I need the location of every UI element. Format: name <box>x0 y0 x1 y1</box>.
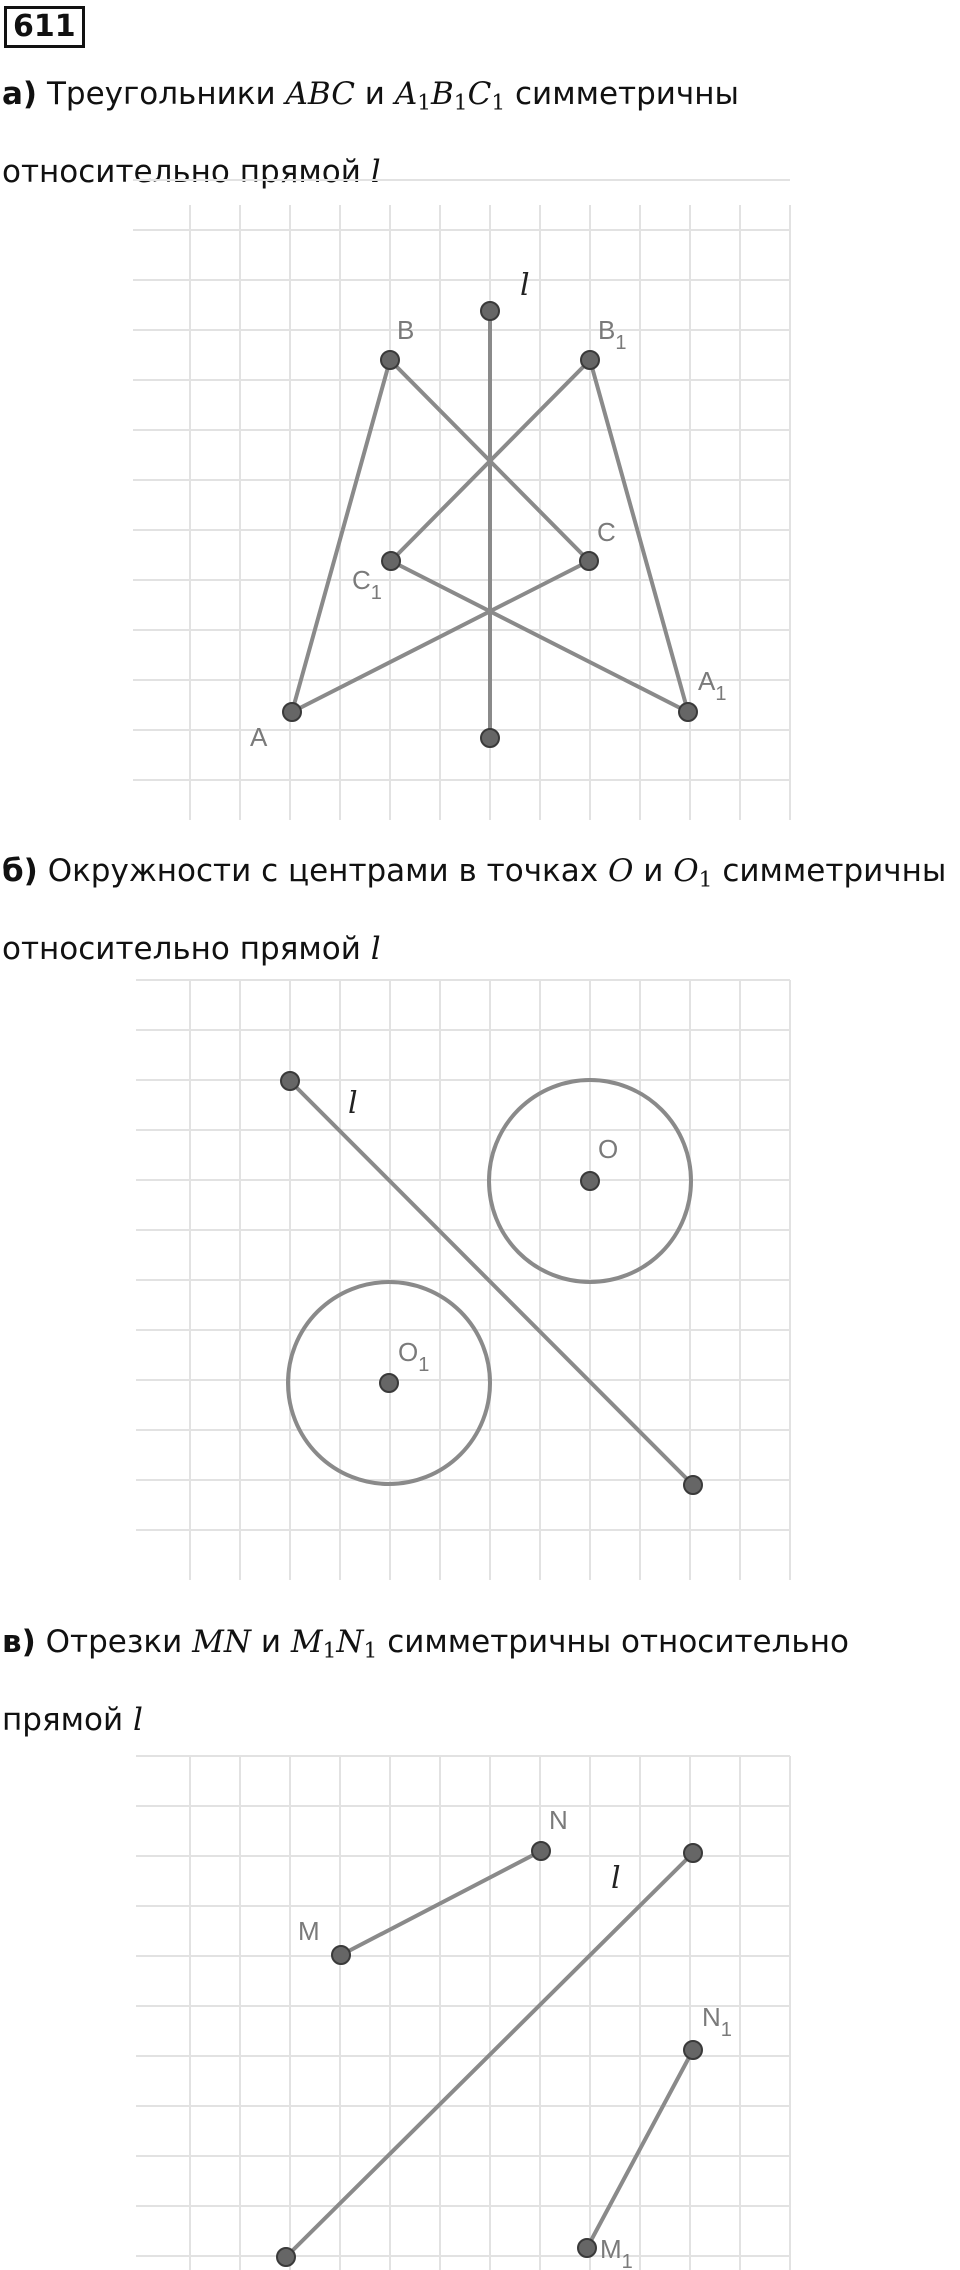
point-l-top <box>481 302 499 320</box>
triangle-abc: ABC <box>285 76 355 112</box>
label-a: A <box>250 722 268 752</box>
part-a-label: а) <box>2 76 38 112</box>
part-a-text-1: Треугольники <box>46 76 276 112</box>
point-a <box>283 703 301 721</box>
point-m <box>332 1946 350 1964</box>
part-c-and: и <box>260 1624 281 1660</box>
point-l-b-start <box>281 1072 299 1090</box>
label-c1: $C_1$ <box>352 565 382 604</box>
label-m: M <box>298 1916 320 1946</box>
part-c-label: в) <box>2 1624 36 1660</box>
label-line-l-c: l <box>611 1861 621 1896</box>
figure-a-grid <box>133 180 790 820</box>
figure-c <box>0 1740 960 2270</box>
part-b-line-name: l <box>370 931 381 967</box>
figure-b <box>0 950 960 1600</box>
figure-c-grid <box>136 1756 790 2270</box>
label-line-l-a: l <box>520 268 530 303</box>
label-n1: $N_1$ <box>702 2002 732 2041</box>
label-a1: $A_1$ <box>698 666 727 705</box>
point-l-c-top <box>684 1844 702 1862</box>
point-n1 <box>684 2041 702 2059</box>
point-b <box>381 351 399 369</box>
label-line-l-b: l <box>348 1086 358 1121</box>
part-b-text-2: симметричны относительно прямой <box>2 853 947 967</box>
part-a-and: и <box>364 76 385 112</box>
part-b-label: б) <box>2 853 38 889</box>
line-l-b <box>290 1081 693 1485</box>
point-o1 <box>380 1374 398 1392</box>
segment-m1n1-name: $M_1N_1$ <box>290 1624 378 1664</box>
label-b1: $B_1$ <box>598 315 627 354</box>
triangle-a1b1c1: $A_1B_1C_1$ <box>394 76 506 116</box>
segment-mn-name: MN <box>192 1624 251 1660</box>
point-l-c-bottom <box>277 2248 295 2266</box>
figure-a <box>0 0 960 830</box>
part-b-text-1: Окружности с центрами в точках <box>47 853 599 889</box>
problem-number: 611 <box>4 6 85 48</box>
part-b-and: и <box>643 853 664 889</box>
part-c-text-2: симметричны относительно прямой <box>2 1624 849 1738</box>
point-l-bottom <box>481 729 499 747</box>
point-a1 <box>679 703 697 721</box>
part-c-statement <box>2 1603 958 1759</box>
center-o: O <box>607 853 634 889</box>
label-b: B <box>397 315 415 345</box>
part-a-line-name: l <box>370 154 381 190</box>
label-m1: $M_1$ <box>600 2234 633 2270</box>
label-o1: $O_1$ <box>398 1337 430 1376</box>
part-a-text-2: симметричны относительно прямой <box>2 76 739 190</box>
part-c-line-name: l <box>132 1702 143 1738</box>
point-n <box>532 1842 550 1860</box>
point-l-b-end <box>684 1476 702 1494</box>
label-c: C <box>597 517 616 547</box>
point-m1 <box>578 2239 596 2257</box>
point-c <box>580 552 598 570</box>
part-c-text-1: Отрезки <box>45 1624 183 1660</box>
point-b1 <box>581 351 599 369</box>
label-o: O <box>598 1134 619 1164</box>
center-o1: $O_1$ <box>673 853 713 893</box>
point-c1 <box>382 552 400 570</box>
point-o <box>581 1172 599 1190</box>
label-n: N <box>549 1805 568 1835</box>
